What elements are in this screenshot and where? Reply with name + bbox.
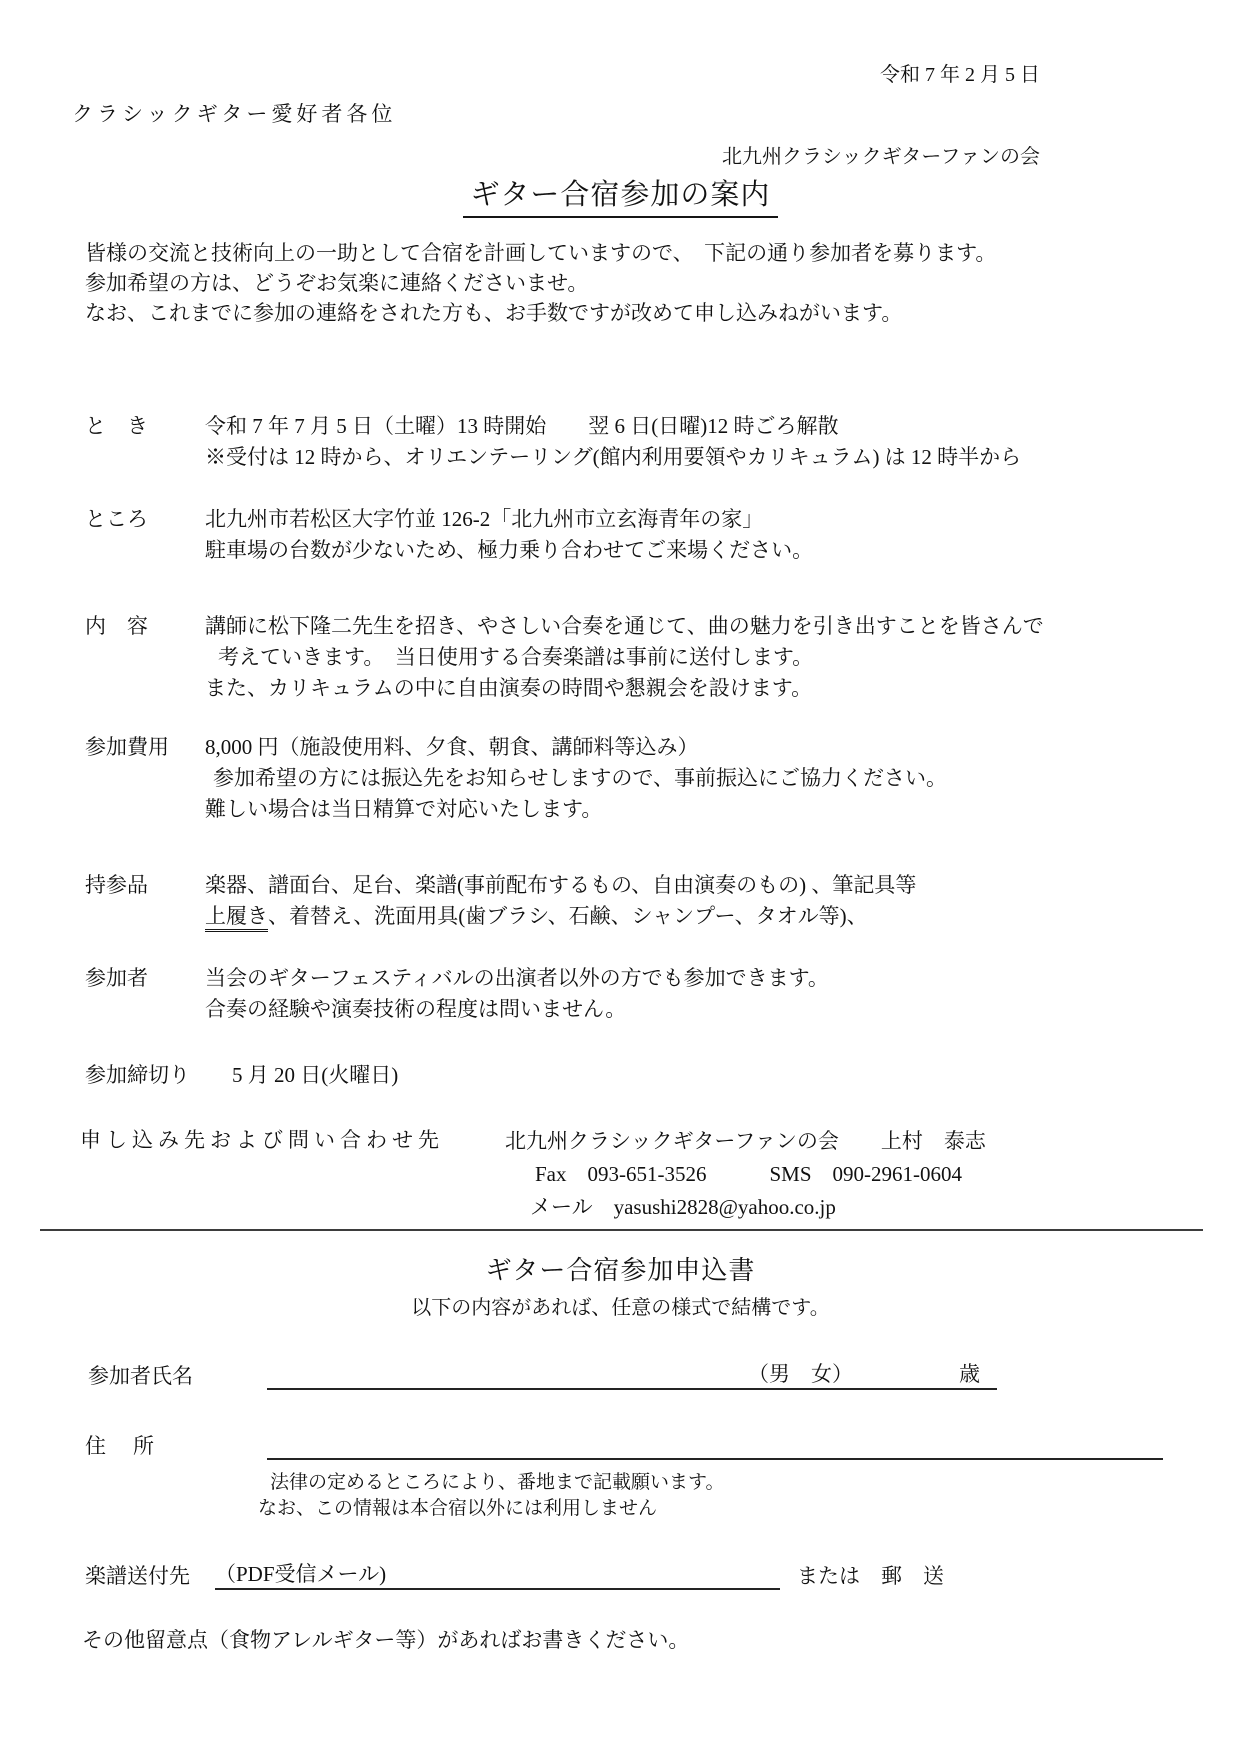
section-line: 考えていきます。 当日使用する合奏楽譜は事前に送付します。: [218, 645, 814, 669]
age-suffix: 歳: [959, 1362, 980, 1386]
section-line: 講師に松下隆二先生を招き、やさしい合奏を通じて、曲の魅力を引き出すことを皆さんで: [205, 614, 1044, 638]
section-line: [205, 901, 1201, 932]
form-name-row: [0, 1358, 1241, 1390]
form-subtitle: 以下の内容があれば、任意の様式で結構です。: [411, 1297, 830, 1319]
section-line: ※受付は 12 時から、オリエンテーリング(館内利用要領やカリキュラム) は 12 時半から: [205, 445, 1022, 469]
name-field-line: [267, 1358, 997, 1390]
intro-line: なお、これまでに参加の連絡をされた方も、お手数ですが改めて申し込みねがいます。: [85, 301, 903, 325]
section-contact-content: [505, 1125, 1201, 1224]
double-underlined-text: 上履き: [205, 903, 268, 932]
section-bring-content: [205, 870, 1201, 932]
organization-name: 北九州クラシックギターファンの会: [722, 146, 1040, 168]
section-line: 合奏の経験や演奏技術の程度は問いません。: [205, 997, 627, 1021]
address-field-line: [267, 1458, 1163, 1460]
section-content-label: 内 容: [85, 614, 148, 638]
section-participants-content: [205, 963, 1201, 1025]
section-line: 当会のギターフェスティバルの出演者以外の方でも参加できます。: [205, 966, 829, 990]
section-bring: [85, 870, 1201, 932]
section-line: 令和 7 年 7 月 5 日（土曜）13 時開始 翌 6 日(日曜)12 時ごろ解散: [205, 414, 839, 438]
form-title: ギター合宿参加申込書: [485, 1256, 756, 1285]
address-note-1: 法律の定めるところにより、番地まで記載願います。: [270, 1472, 725, 1493]
section-bring-label: 持参品: [85, 873, 148, 897]
name-label: 参加者氏名: [88, 1364, 193, 1388]
section-participants-label: 参加者: [85, 966, 148, 990]
intro-paragraph: [85, 238, 1196, 328]
address-label: 住 所: [85, 1434, 157, 1458]
form-score-row: [0, 1558, 1241, 1590]
section-where: [85, 504, 1201, 566]
section-fee-content: [205, 732, 1201, 825]
section-line: また、カリキュラムの中に自由演奏の時間や懇親会を設けます。: [205, 676, 813, 700]
issue-date: 令和 7 年 2 月 5 日: [880, 64, 1040, 86]
section-line: 難しい場合は当日精算で対応いたします。: [205, 797, 603, 821]
section-line: 8,000 円（施設使用料、夕食、朝食、講師料等込み）: [205, 735, 699, 759]
section-contact: [80, 1125, 1201, 1224]
section-deadline-content: [232, 1060, 1201, 1091]
contact-fax-sms: Fax 093-651-3526 SMS 090-2961-0604: [535, 1162, 963, 1186]
section-line: 駐車場の台数が少ないため、極力乗り合わせてご来場ください。: [205, 538, 814, 562]
section-line: 北九州市若松区大字竹並 126-2「北九州市立玄海青年の家」: [205, 507, 764, 531]
section-line: 参加希望の方には振込先をお知らせしますので、事前振込にご協力ください。: [213, 766, 947, 790]
intro-line: 参加希望の方は、どうぞお気楽に連絡くださいませ。: [85, 271, 589, 295]
score-label: 楽譜送付先: [85, 1564, 190, 1588]
form-address-row: [0, 1428, 1241, 1460]
section-line: 楽器、譜面台、足台、楽譜(事前配布するもの、自由演奏のもの) 、筆記具等: [205, 873, 917, 897]
section-where-label: ところ: [85, 507, 148, 531]
section-content-content: [205, 611, 1201, 704]
section-when-label: と き: [85, 414, 148, 438]
section-participants: [85, 963, 1201, 1025]
divider-line: [40, 1229, 1203, 1231]
document-title: ギター合宿参加の案内: [463, 172, 779, 218]
contact-email: メール yasushi2828@yahoo.co.jp: [530, 1195, 836, 1219]
section-line: 5 月 20 日(火曜日): [232, 1063, 399, 1087]
section-deadline: [85, 1060, 1201, 1091]
score-field-label: （PDF受信メール): [215, 1562, 387, 1586]
section-when: [85, 411, 1201, 473]
addressee: クラシックギター愛好者各位: [72, 102, 397, 126]
intro-line: 皆様の交流と技術向上の一助として合宿を計画していますので、 下記の通り参加者を募ります。: [85, 241, 997, 265]
score-or-mail: または 郵 送: [797, 1564, 944, 1588]
score-field-line: [215, 1558, 780, 1590]
gender-options: （男 女）: [748, 1362, 853, 1386]
section-where-content: [205, 504, 1201, 566]
title-wrap: [0, 172, 1241, 218]
section-fee-label: 参加費用: [85, 735, 169, 759]
section-fee: [85, 732, 1201, 825]
section-contact-label: 申し込み先および問い合わせ先: [80, 1128, 444, 1152]
address-note-2: なお、この情報は本合宿以外には利用しません: [258, 1498, 658, 1519]
other-note: その他留意点（食物アレルギター等）があればお書きください。: [82, 1628, 690, 1652]
section-when-content: [205, 411, 1201, 473]
section-line-rest: 、着替え、洗面用具(歯ブラシ、石鹸、シャンプー、タオル等)、: [268, 904, 868, 928]
contact-org-person: 北九州クラシックギターファンの会 上村 泰志: [505, 1129, 986, 1153]
section-deadline-label: 参加締切り: [85, 1063, 190, 1087]
section-content: [85, 611, 1201, 704]
